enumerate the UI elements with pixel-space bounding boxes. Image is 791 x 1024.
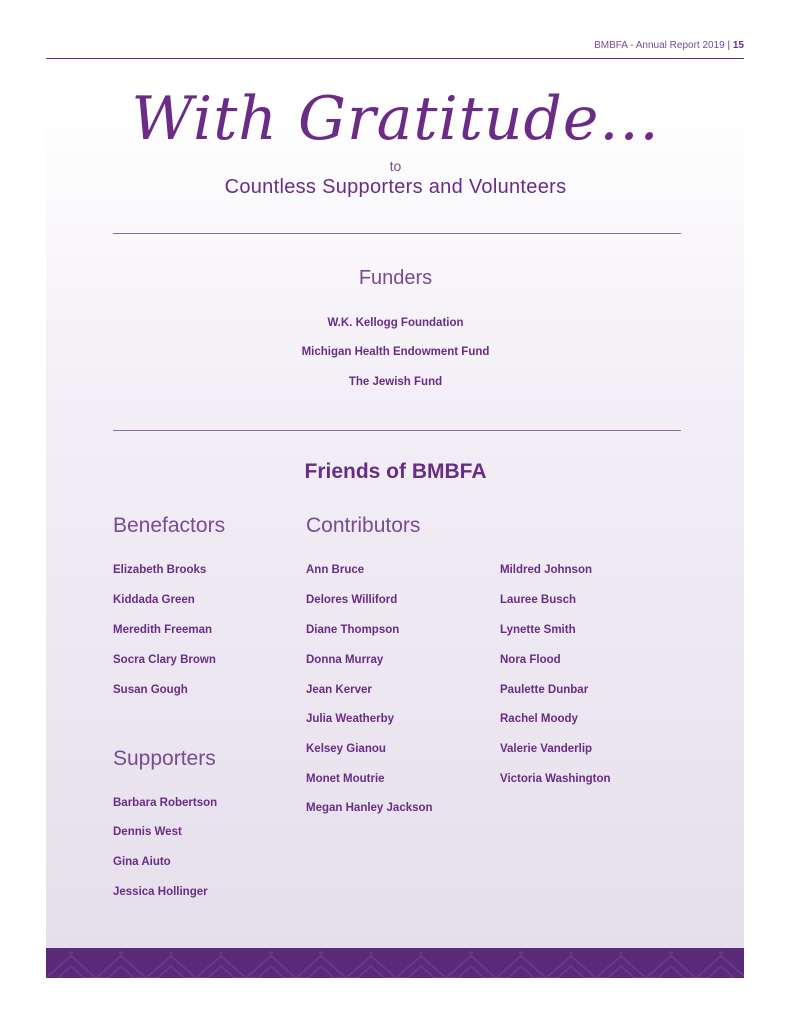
contributors-heading: Contributors [306,514,421,537]
contributor-name: Kelsey Gianou [306,743,386,755]
contributor-name: Lauree Busch [500,594,577,606]
benefactor-name: Susan Gough [113,684,188,696]
contributor-name: Rachel Moody [500,713,578,725]
contributor-name: Jean Kerver [306,684,372,696]
benefactor-name: Kiddada Green [113,594,195,606]
divider-top [113,233,681,234]
footer-pattern-band [46,948,744,978]
funder-item: W.K. Kellogg Foundation [327,317,464,329]
funder-item: The Jewish Fund [348,376,443,388]
contributor-name: Nora Flood [500,654,561,666]
supporter-name: Jessica Hollinger [113,886,208,898]
benefactor-name: Meredith Freeman [113,624,213,636]
page-header [46,40,744,51]
contributor-name: Diane Thompson [306,624,400,636]
header-separator: | [727,40,731,51]
page-number: 15 [732,40,744,51]
benefactors-heading: Benefactors [113,514,226,537]
report-label: BMBFA - Annual Report 2019 [594,40,725,51]
title-to: to [389,158,402,174]
contributor-name: Lynette Smith [500,624,576,636]
contributor-name: Delores Williford [306,594,398,606]
contributor-name: Paulette Dunbar [500,684,589,696]
supporter-name: Gina Aiuto [113,856,171,868]
funder-item: Michigan Health Endowment Fund [301,346,490,358]
supporter-name: Dennis West [113,826,182,838]
friends-heading: Friends of BMBFA [304,460,487,483]
contributor-name: Victoria Washington [500,773,611,785]
header-rule [46,58,744,59]
contributor-name: Donna Murray [306,654,384,666]
supporters-heading: Supporters [113,747,216,770]
title-subtitle: Countless Supporters and Volunteers [224,176,567,198]
contributor-name: Mildred Johnson [500,564,592,576]
benefactor-name: Elizabeth Brooks [113,564,207,576]
divider-middle [113,430,681,431]
funders-heading: Funders [358,267,433,289]
footer-pattern [46,948,744,978]
script-title: With Gratitude... [131,84,660,154]
supporter-name: Barbara Robertson [113,797,218,809]
contributor-name: Julia Weatherby [306,713,394,725]
contributor-name: Monet Moutrie [306,773,385,785]
contributor-name: Megan Hanley Jackson [306,802,433,814]
contributor-name: Valerie Vanderlip [500,743,593,755]
benefactor-name: Socra Clary Brown [113,654,216,666]
contributor-name: Ann Bruce [306,564,365,576]
